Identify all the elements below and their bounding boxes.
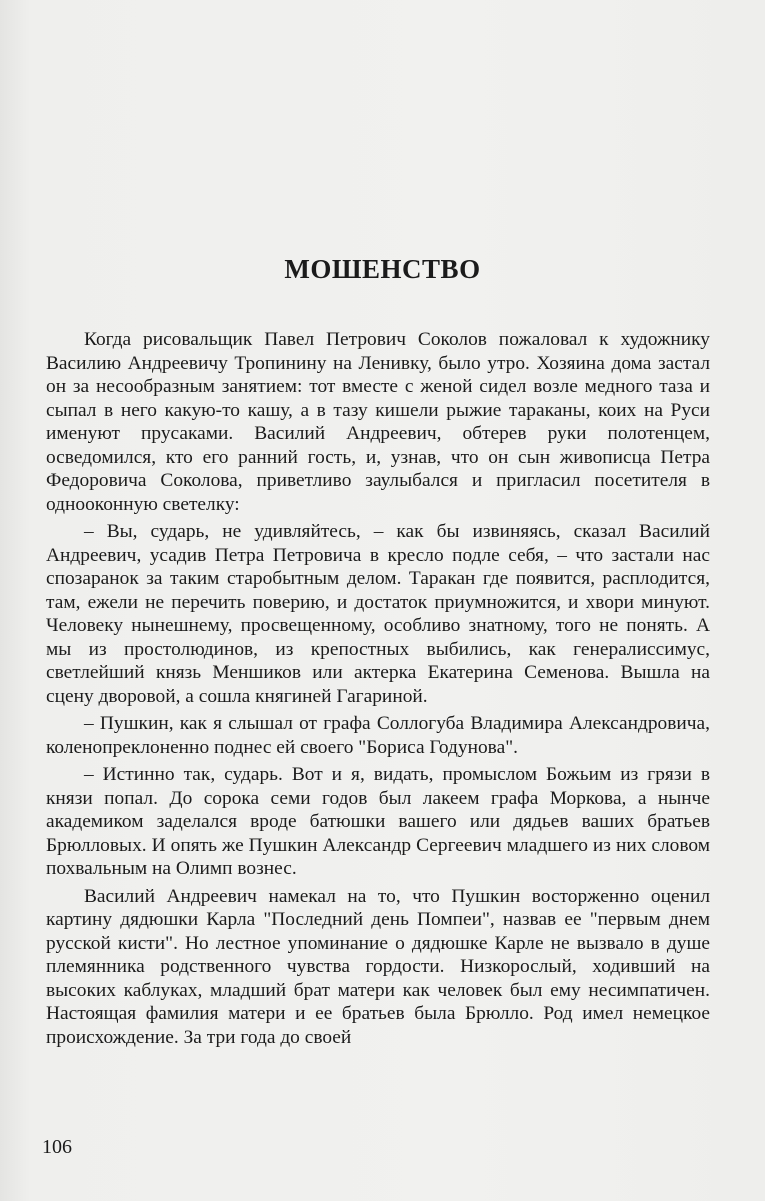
page-number: 106 xyxy=(42,1136,72,1158)
paragraph: – Вы, сударь, не удивляйтесь, – как бы извиняясь, сказал Василий Андреевич, усадив Петра Петровича в кресло подле себя, – что застали нас спозаранок за таким старобытным делом. Таракан где появится, расплодится, там, ежели не перечить поверию, и достаток приумножится, и хвори минуют. Человеку нынешнему, просвещенному, особливо знатному, того не понять. А мы из простолюдинов, из крепостных выбились, как генералиссимус, светлейший князь Меншиков или актерка Екатерина Семенова. Вышла на сцену дворовой, а сошла княгиней Гагариной. xyxy=(46,521,710,707)
chapter-title: МОШЕНСТВО xyxy=(284,254,481,284)
paragraph: – Пушкин, как я слышал от графа Соллогуба Владимира Александровича, коленопреклоненно поднес ей своего "Бориса Годунова". xyxy=(46,713,710,758)
paragraph: Когда рисовальщик Павел Петрович Соколов пожаловал к художнику Василию Андреевичу Тропинину на Ленивку, было утро. Хозяина дома застал он за несообразным занятием: тот вместе с женой сидел возле медного таза и сыпал в него какую-то кашу, а в тазу кишели рыжие тараканы, коих на Руси именуют прусаками. Василий Андреевич, обтерев руки полотенцем, осведомился, кто его ранний гость, и, узнав, что он сын живописца Петра Федоровича Соколова, приветливо заулыбался и пригласил посетителя в однооконную светелку: xyxy=(46,329,710,515)
paragraph: Василий Андреевич намекал на то, что Пушкин восторженно оценил картину дядюшки Карла "Последний день Помпеи", назвав ее "первым днем русской кисти". Но лестное упоминание о дядюшке Карле не вызвало в душе племянника родственного чувства гордости. Низкорослый, ходивший на высоких каблуках, младший брат матери как человек был ему несимпатичен. Настоящая фамилия матери и ее братьев была Брюлло. Род имел немецкое происхождение. За три года до своей xyxy=(46,885,710,1048)
chapter-body xyxy=(46,328,710,1053)
paragraph: – Истинно так, сударь. Вот и я, видать, промыслом Божьим из грязи в князи попал. До сорока семи годов был лакеем графа Моркова, а нынче академиком заделался вроде батюшки вашего или дядьев ваших братьев Брюлловых. И опять же Пушкин Александр Сергеевич младшего из них словом похвальным на Олимп вознес. xyxy=(46,764,710,879)
